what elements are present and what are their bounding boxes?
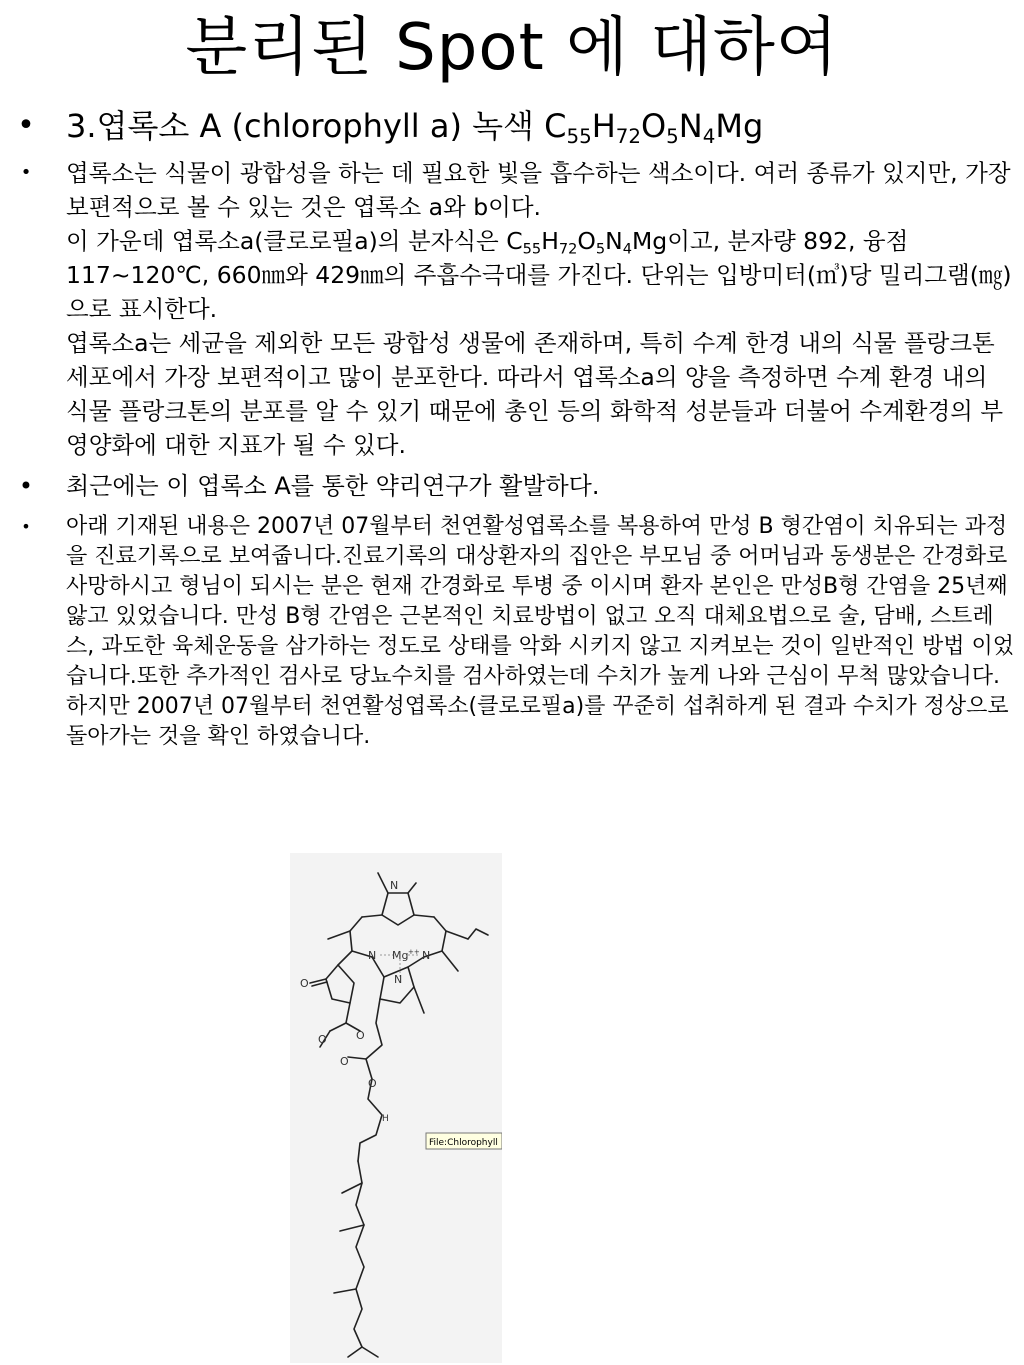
atom-label: N: [368, 949, 377, 962]
bullet-dot: •: [20, 162, 32, 183]
atom-label: N: [422, 949, 431, 962]
paragraph: 이 가운데 엽록소a(클로로필a)의 분자식은 $C_{55}H_{72}O_5N_4Mg$이고, 분자량 892, 융점 117~120℃, 660㎚와 429㎚의 주흡수극대를 가진다. 단위는 입방미터(㎥)당 밀리그램(㎎)으로 표시한다.: [66, 227, 1012, 323]
atom-label: ++: [408, 948, 420, 956]
slide-title: 분리된 Spot 에 대하여: [185, 11, 839, 85]
list-item: [14, 104, 1014, 148]
atom-label: O: [318, 1033, 327, 1046]
atom-label: O: [340, 1055, 349, 1068]
image-caption: [426, 1133, 502, 1149]
atom-label: Mg: [392, 949, 409, 962]
bullet-dot: •: [17, 108, 35, 143]
paragraph: 엽록소는 식물이 광합성을 하는 데 필요한 빛을 흡수하는 색소이다. 여러 종류가 있지만, 가장 보편적으로 볼 수 있는 것은 엽록소 a와 b이다.: [66, 159, 1011, 221]
list-item: [14, 468, 1014, 504]
chlorophyll-structure-diagram: [290, 853, 502, 1363]
atom-label: N: [390, 879, 399, 892]
atom-label: N: [394, 973, 403, 986]
heading-formula: $C_{55}H_{72}O_5N_4Mg$: [544, 107, 764, 148]
atom-label: H: [382, 1114, 389, 1124]
list-item-text: 아래 기재된 내용은 2007년 07월부터 천연활성엽록소를 복용하여 만성 B 형간염이 치유되는 과정을 진료기록으로 보여줍니다.진료기록의 대상환자의 집안은 부모님 중 어머님과 동생분은 간경화로 사망하시고 형님이 되시는 분은 현재 간경화로 투병 중 이시며 환자 본인은 만성B형 간염을 25년째 앓고 있었습니다. 만성 B형 간염은 근본적인 치료방법이 없고 오직 대체요법으로 술, 담배, 스트레스, 과도한 육체운동을 삼가하는 정도로 상태를 악화 시키지 않고 지켜보는 것이 일반적인 방법 이었습니다.또한 추가적인 검사로 당뇨수치를 검사하였는데 수치가 높게 나와 근심이 무척 많았습니다.하지만 2007년 07월부터 천연활성엽록소(클로로필a)를 꾸준히 섭취하게 된 결과 수치가 정상으로 돌아가는 것을 확인 하였습니다.: [66, 514, 1014, 749]
atom-label: O: [368, 1077, 377, 1090]
list-item: [14, 512, 1014, 752]
heading-prefix: 3.엽록소 A (chlorophyll a) 녹색: [66, 107, 545, 145]
molecular-formula: $C_{55}H_{72}O_5N_4Mg$: [506, 227, 668, 258]
atom-label: O: [356, 1029, 365, 1042]
list-item-text: 최근에는 이 엽록소 A를 통한 약리연구가 활발하다.: [66, 472, 600, 500]
paragraph: 엽록소a는 세균을 제외한 모든 광합성 생물에 존재하며, 특히 수계 한경 내의 식물 플랑크톤 세포에서 가장 보편적이고 많이 분포한다. 따라서 엽록소a의 양을 측정하면 수계 환경 내의 식물 플랑크톤의 분포를 알 수 있기 때문에 총인 등의 화학적 성분들과 더불어 수계환경의 부영양화에 대한 지표가 될 수 있다.: [66, 329, 1004, 459]
atom-label: O: [300, 977, 309, 990]
bullet-dot: •: [21, 517, 31, 536]
bullet-list: [14, 104, 1014, 752]
list-item: [14, 156, 1014, 462]
svg-text:File:Chlorophyll: File:Chlorophyll: [429, 1138, 498, 1148]
chlorophyll-structure-image: [290, 853, 502, 1363]
bullet-dot: •: [18, 472, 34, 500]
